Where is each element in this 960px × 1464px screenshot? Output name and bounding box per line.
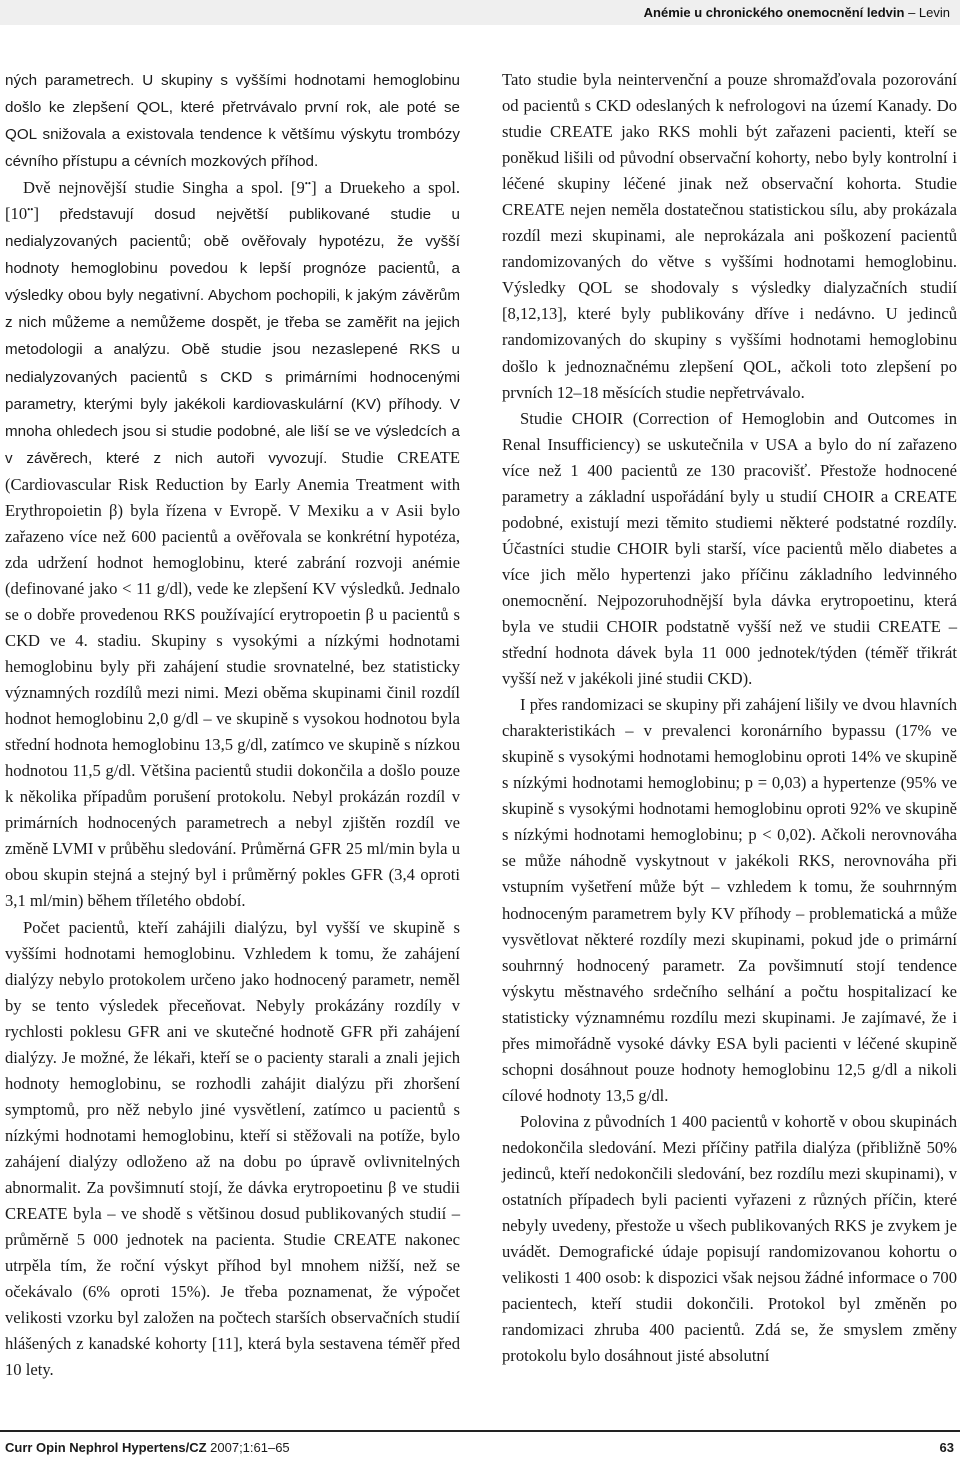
paragraph bbox=[5, 67, 460, 175]
running-header-author: Levin bbox=[918, 5, 950, 20]
running-header-separator: – bbox=[904, 5, 919, 20]
paragraph bbox=[502, 67, 957, 406]
paragraph bbox=[502, 406, 957, 693]
paragraph-text: Polovina z původních 1 400 pacientů v kohortě v obou skupinách nedokončila sledování. Mezi příčiny patřila dialýza (přibližně 50% jedinců, kteří nedokončili sledování, bez rozdílu mezi skupinami), v ostatních případech byli pacienti vyřazeni z různých příčin, které nebyly uvedeny, přestože u všech publikovaných RKS je zvykem je uvádět. Demografické údaje popisují randomizovanou kohortu o velikosti 1 400 osob: k dispozici však nejsou žádné informace o 700 pacientech, kteří studii dokončili. Protokol byl změněn po randomizaci zhruba 400 pacientů. Zdá se, že smyslem změny protokolu bylo dosáhnout jisté absolutní bbox=[502, 1111, 957, 1366]
paragraph-text: Studie CREATE (Cardiovascular Risk Reduction by Early Anemia Treatment with Erythropoietin β) byla řízena v Evropě. V Mexiku a v Asii bylo zařazeno více než 600 pacientů a ověřovala se konkrétní hypotéza, zda udržení hodnot hemoglobinu, které zabrání rozvoji anémie (definované jako < 11 g/dl), vede ke zlepšení KV výsledků. Jednalo se o dobře provedenou RKS používající erytropoetin β u pacientů s CKD ve 4. stadiu. Skupiny s vysokými a nízkými hodnotami hemoglobinu byly při zahájení studie srovnatelné, bez statisticky významných rozdílů mezi nimi. Mezi oběma skupinami činil rozdíl hodnot hemoglobinu 2,0 g/dl – ve skupině s vysokou hodnotou byla střední hodnota hemoglobinu 13,5 g/dl, zatímco ve skupině s nízkou hodnotou 11,5 g/dl. Většina pacientů studii dokončila a došlo pouze k několika případům porušení protokolu. Nebyl prokázán rozdíl v primárních hodnocených parametrech a nebyl zjištěn rozdíl ve změně LVMI v průběhu sledování. Průměrná GFR 25 ml/min byla u obou skupin stejná a stejný byl i průměrný pokles GFR (3,4 oproti 3,1 ml/min) během tříletého období. bbox=[5, 447, 460, 911]
running-header bbox=[644, 0, 950, 25]
paragraph bbox=[502, 1109, 957, 1369]
paragraph-text: Abychom pochopili, k jakým závěrům z nich můžeme a nemůžeme dospět, je třeba se zaměřit na jejich metodologii a analýzu. Obě studie jsou nezaslepené RKS u nedialyzovaných pacientů s CKD s primárními hodnocenými parametry, kterými byly jakékoli kardiovaskulární (KV) příhody. bbox=[5, 287, 460, 413]
paragraph-text: Dvě nejnovější studie Singha a spol. [9 bbox=[23, 178, 305, 198]
footer-rule bbox=[0, 1430, 960, 1432]
footer-citation bbox=[5, 1440, 290, 1455]
paragraph-text: Počet pacientů, kteří zahájili dialýzu, byl vyšší ve skupině s vyššími hodnotami hemoglobinu. Vzhledem k tomu, že zahájení dialýzy nebylo protokolem určeno jako hodnocený parametr, neměl by se tento výsledek přeceňovat. Nebyly prokázány rozdíly v rychlosti poklesu GFR ani ve skutečné hodnotě GFR při zahájení dialýzy. Je možné, že lékaři, kteří se o pacienty starali a znali jejich hodnoty hemoglobinu, se rozhodli zahájit dialýzu při zhoršení symptomů, pro něž nebylo jiné vysvětlení, zatímco u pacientů s nízkými hodnotami hemoglobinu, kteří si stěžovali na potíže, bylo zahájení dialýzy odloženo až na dobu po úpravě ovlivnitelných abnormalit. Za povšimnutí stojí, že dávka erytropoetinu β ve studii CREATE byla – ve shodě s většinou dosud publikovaných studií – průměrně 5 000 jednotek na pacienta. Studie CREATE nakonec utrpěla tím, že roční výskyt příhod byl mnohem nižší, než se očekávalo (6% oproti 15%). Je třeba poznamenat, že výpočet velikosti vzorku byl založen na počtech starších observačních studií hlášených z kanadské kohorty [11], která byla sestavena téměř před 10 lety. bbox=[5, 917, 460, 1380]
paragraph-text: ] bbox=[33, 204, 60, 224]
paragraph-text: představují dosud největší publikované studie u nedialyzovaných pacientů; obě ověřovaly hypotézu, že vyšší hodnoty hemoglobinu povedou k lepší prognóze pacientů, a výsledky obou byly negativní. bbox=[5, 206, 460, 305]
paragraph bbox=[5, 175, 460, 914]
left-text-column bbox=[5, 67, 460, 1383]
footer-journal: Curr Opin Nephrol Hypertens/CZ bbox=[5, 1440, 207, 1455]
citation-marker: •• bbox=[27, 204, 34, 215]
footer-volume: 2007;1:61–65 bbox=[206, 1440, 290, 1455]
paragraph bbox=[502, 692, 957, 1109]
paragraph-text: Studie CHOIR (Correction of Hemoglobin and Outcomes in Renal Insufficiency) se uskutečnila v USA a bylo do ní zařazeno více než 1 400 pacientů ze 130 pracovišť. Přestože hodnocené parametry a základní uspořádání byly u studií CHOIR a CREATE podobné, existují mezi těmito studiemi některé podstatné rozdíly. Účastníci studie CHOIR byli starší, více pacientů mělo diabetes a více jich mělo hypertenzi jako příčinu základního ledvinného onemocnění. Nejpozoruhodnější byla dávka erytropoetinu, která byla ve studii CHOIR podstatně vyšší než ve studii CREATE – střední hodnota dávek byla 11 000 jednotek/týden (téměř třikrát vyšší než v jakékoli jiné studii CKD). bbox=[502, 408, 957, 689]
page-number: 63 bbox=[939, 1440, 954, 1455]
citation-marker: •• bbox=[304, 178, 312, 189]
paragraph-text: I přes randomizaci se skupiny při zahájení lišily ve dvou hlavních charakteristikách – v prevalenci koronárního bypassu (17% ve skupině s vysokými hodnotami hemoglobinu oproti 14% ve skupině s nízkými hodnotami hemoglobinu; p = 0,03) a hypertenze (95% ve skupině s vysokými hodnotami hemoglobinu oproti 92% ve skupině s nízkými hodnotami hemoglobinu; p < 0,02). Ačkoli nerovnováha se může náhodně vyskytnout v jakékoli RKS, nerovnováha při vstupním vyšetření může být – vzhledem k tomu, že souhrnným hodnoceným parametrem byly KV příhody – problematická a může vysvětlovat některé rozdíly mezi skupinami, pokud jde o primární souhrnný hodnocený parametr. Za povšimnutí stojí tendence výskytu městnavého srdečního selhání a počtu hospitalizací ke statisticky významnému rozdílu mezi skupinami. Je zajímavé, že i přes mimořádně vysoké dávky ESA byli pacienti v léčené skupině schopni dosáhnout pouze hodnoty hemoglobinu 12,5 g/dl a nikoli cílové hodnoty 13,5 g/dl. bbox=[502, 695, 957, 1105]
running-header-title: Anémie u chronického onemocnění ledvin bbox=[643, 5, 905, 20]
right-text-column bbox=[502, 67, 957, 1369]
paragraph-text: ] a Druekeho a spol. [10 bbox=[5, 178, 460, 224]
paragraph bbox=[5, 915, 460, 1384]
paragraph-text: Tato studie byla neintervenční a pouze shromažďovala pozorování od pacientů s CKD odeslaných k nefrologovi na území Kanady. Do studie CREATE jako RKS mohli být zařazeni pacienti, kteří se poněkud lišili od původní observační kohorty, nebo byly kontrolní i léčené skupiny léčené jinak než observační kohorta. Studie CREATE nejen neměla dostatečnou statistickou sílu, aby prokázala rozdíl mezi skupinami, ale neprokázala ani poškození pacientů randomizovaných do větve s vyššími hodnotami hemoglobinu. Výsledky QOL se shodovaly s výsledky dialyzačních studií [8,12,13], které byly publikovány dříve i nedávno. U jedinců randomizovaných do skupiny s vyššími hodnotami hemoglobinu došlo k jednoznačnému zlepšení QOL, ačkoli toto zlepšení po prvních 12–18 měsících studie nepřetrvávalo. bbox=[502, 70, 957, 402]
paragraph-text: ných parametrech. U skupiny s vyššími hodnotami hemoglobinu došlo ke zlepšení QOL, které přetrvávalo první rok, ale poté se QOL snižovala a existovala tendence k většímu výskytu trombózy cévního přístupu a cévních mozkových příhod. bbox=[5, 72, 460, 171]
paragraph-text: V mnoha ohledech jsou si studie podobné, ale liší se ve výsledcích a v závěrech, které z nich autoři vyvozují. bbox=[5, 395, 460, 467]
